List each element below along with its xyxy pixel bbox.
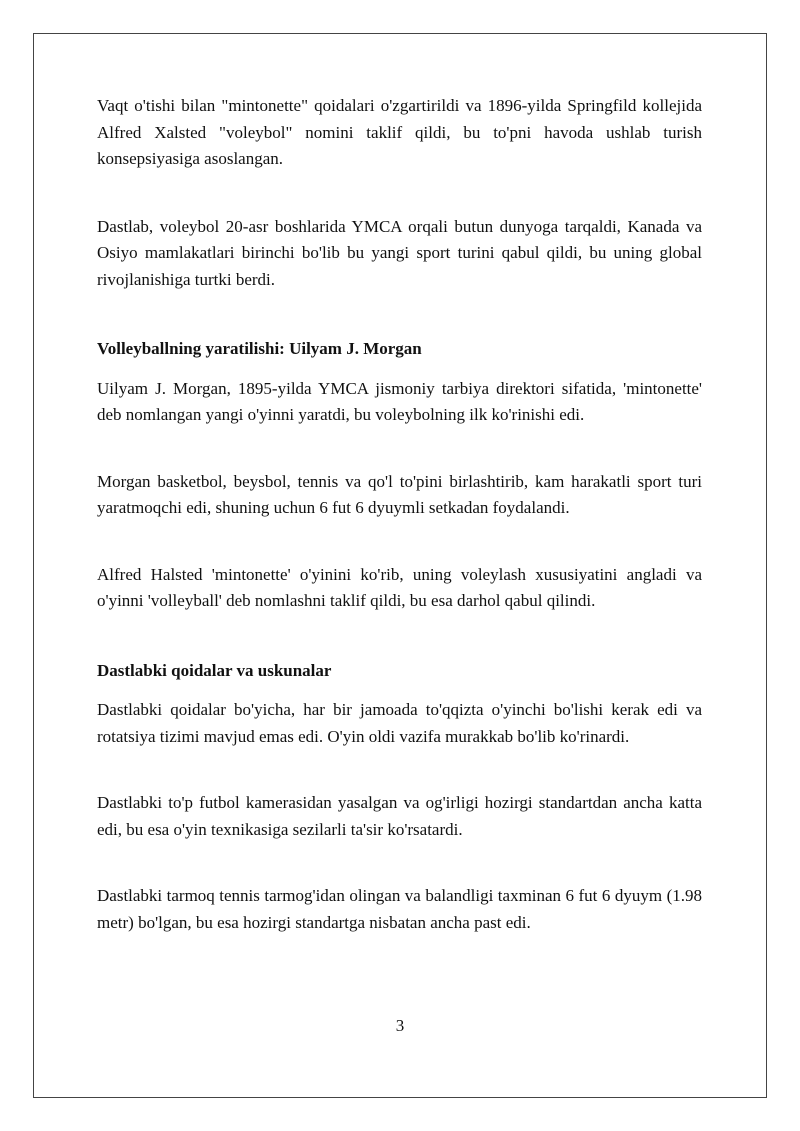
- paragraph-3: Uilyam J. Morgan, 1895-yilda YMCA jismoniy tarbiya direktori sifatida, 'mintonette' deb nomlangan yangi o'yinni yaratdi, bu voleybolning ilk ko'rinishi edi.: [97, 378, 702, 424]
- paragraph-4: Morgan basketbol, beysbol, tennis va qo'l to'pini birlashtirib, kam harakatli sport turi yaratmoqchi edi, shuning uchun 6 fut 6 dyuymli setkadan foydalandi.: [97, 471, 702, 517]
- paragraph-7: Dastlabki to'p futbol kamerasidan yasalgan va og'irligi hozirgi standartdan ancha katta edi, bu esa o'yin texnikasiga sezilarli ta'sir ko'rsatardi.: [97, 793, 702, 839]
- section-heading-morgan: Volleyballning yaratilishi: Uilyam J. Morgan: [97, 339, 422, 358]
- section-heading-rules: Dastlabki qoidalar va uskunalar: [97, 660, 332, 680]
- document-body: [97, 93, 702, 936]
- paragraph-1: Vaqt o'tishi bilan "mintonette" qoidalari o'zgartirildi va 1896-yilda Springfild kollejida Alfred Xalsted "voleybol" nomini taklif qildi, bu to'pni havoda ushlab turish konsepsiyasiga asoslangan.: [97, 96, 702, 168]
- page-number: 3: [395, 1016, 405, 1035]
- paragraph-8: Dastlabki tarmoq tennis tarmog'idan olingan va balandligi taxminan 6 fut 6 dyuym (1.98 metr) bo'lgan, bu esa hozirgi standartga nisbatan ancha past edi.: [97, 886, 702, 932]
- paragraph-6: Dastlabki qoidalar bo'yicha, har bir jamoada to'qqizta o'yinchi bo'lishi kerak edi va rotatsiya tizimi mavjud emas edi. O'yin oldi vazifa murakkab bo'lib ko'rinardi.: [97, 700, 702, 746]
- paragraph-5: Alfred Halsted 'mintonette' o'yinini ko'rib, uning voleylash xususiyatini angladi va o'yinni 'volleyball' deb nomlashni taklif qildi, bu esa darhol qabul qilindi.: [97, 564, 702, 610]
- paragraph-2: Dastlab, voleybol 20-asr boshlarida YMCA orqali butun dunyoga tarqaldi, Kanada va Osiyo mamlakatlari birinchi bo'lib bu yangi sport turini qabul qildi, bu uning global rivojlanishiga turtki berdi.: [97, 216, 702, 289]
